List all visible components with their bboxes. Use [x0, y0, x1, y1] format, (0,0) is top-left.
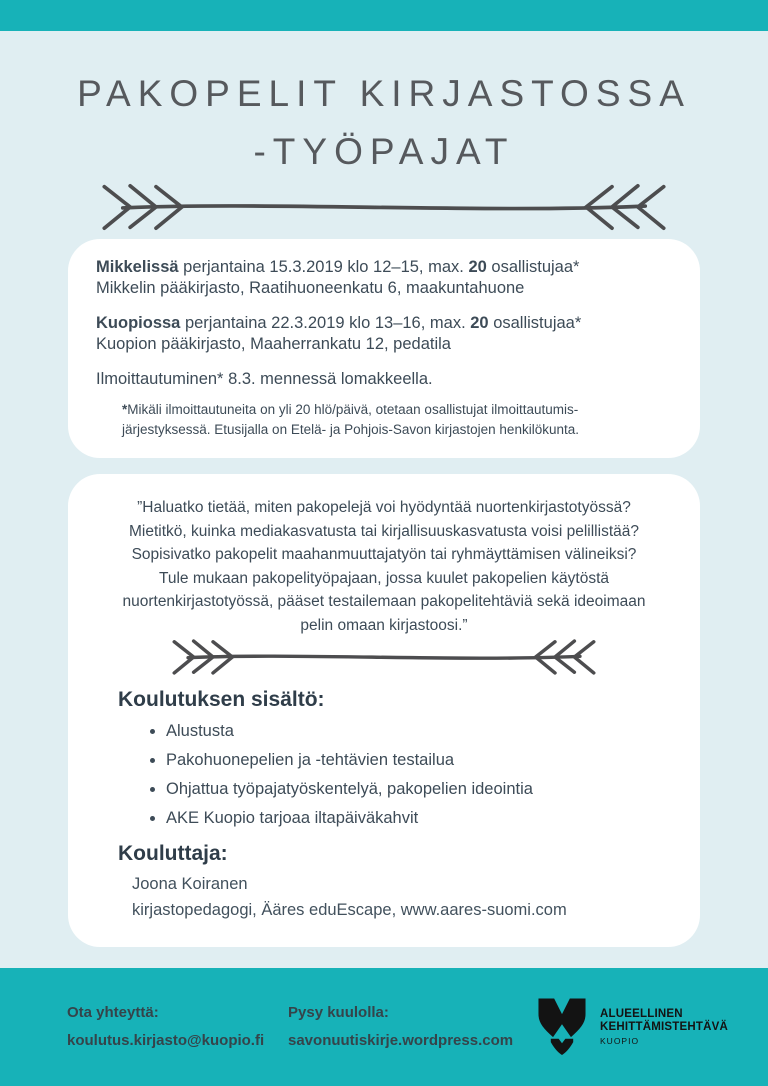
owl-m-logo-icon	[534, 997, 590, 1057]
session-when: perjantaina 22.3.2019 klo 13–16, max.	[184, 314, 466, 332]
session-headline	[96, 257, 672, 278]
poster-title	[0, 65, 768, 181]
poster-title-line2: -TYÖPAJAT	[253, 131, 515, 172]
contact-email: koulutus.kirjasto@kuopio.fi	[67, 1032, 265, 1049]
session-max: 20	[468, 258, 487, 276]
quote-line: pelin omaan kirjastoosi.”	[300, 616, 468, 634]
quote-line: Mietitkö, kuinka mediakasvatusta tai kirjallisuuskasvatusta voisi pelillistää?	[128, 522, 639, 540]
logo-text	[600, 1008, 728, 1047]
list-item: • Ohjattua työpajatyöskentelyä, pakopelien ideointia	[166, 779, 664, 800]
quote-line: Tule mukaan pakopelityöpajaan, jossa kuulet pakopelien käytöstä	[158, 569, 610, 587]
note-line1-text: Mikäli ilmoittautuneita on yli 20 hlö/päivä, otetaan osallistujat ilmoittautumis-	[127, 402, 579, 417]
logo-line1: ALUEELLINEN	[600, 1007, 683, 1020]
arrow-divider-icon	[164, 639, 604, 675]
quote-line: ”Haluatko tietää, miten pakopelejä voi hyödyntää nuortenkirjastotyössä?	[137, 499, 631, 516]
registration-note	[122, 400, 672, 440]
session-headline	[96, 313, 672, 334]
trainer-details: kirjastopedagogi, Ääres eduEscape, www.aares-suomi.com	[132, 901, 567, 919]
session-tail: osallistujaa*	[491, 258, 580, 276]
follow-label: Pysy kuulolla:	[288, 1004, 389, 1021]
session-mikkeli	[96, 257, 672, 299]
session-venue: Kuopion pääkirjasto, Maaherrankatu 12, pedatila	[96, 335, 451, 353]
follow-url: savonuutiskirje.wordpress.com	[288, 1032, 514, 1049]
session-kuopio	[96, 313, 672, 355]
logo-line3: KUOPIO	[600, 1035, 640, 1046]
footer	[0, 968, 768, 1086]
session-max: 20	[470, 314, 489, 332]
session-tail: osallistujaa*	[493, 314, 582, 332]
list-item: • AKE Kuopio tarjoaa iltapäiväkahvit	[166, 808, 664, 829]
event-details-card	[68, 239, 700, 458]
session-venue: Mikkelin pääkirjasto, Raatihuoneenkatu 6, maakuntahuone	[96, 279, 525, 297]
note-line1	[122, 400, 672, 420]
quote-line: Sopisivatko pakopelit maahanmuuttajatyön tai ryhmäyttämisen välineiksi?	[131, 546, 637, 563]
session-city: Mikkelissä	[96, 258, 179, 276]
workshop-info-card	[68, 474, 700, 947]
note-asterisk: *	[122, 402, 128, 417]
trainer-name: Joona Koiranen	[132, 875, 248, 893]
footer-contact	[67, 999, 288, 1055]
trainer-section-heading: Kouluttaja:	[118, 842, 228, 865]
arrow-divider-icon	[69, 183, 699, 231]
poster-title-line1: PAKOPELIT KIRJASTOSSA	[77, 73, 691, 114]
list-item: • Pakohuonepelien ja -tehtävien testailua	[166, 750, 664, 771]
registration-info: Ilmoittautuminen* 8.3. mennessä lomakkeella.	[96, 370, 433, 388]
quote-line: nuortenkirjastotyössä, pääset testailemaan pakopelitehtäviä sekä ideoimaan	[122, 593, 646, 610]
logo-line2: KEHITTÄMISTEHTÄVÄ	[600, 1021, 728, 1033]
content-bullet-list	[104, 721, 664, 829]
ake-kuopio-logo	[534, 997, 728, 1057]
content-section-heading: Koulutuksen sisältö:	[118, 688, 325, 711]
list-item: • Alustusta	[166, 721, 664, 742]
note-line2: järjestyksessä. Etusijalla on Etelä- ja Pohjois-Savon kirjastojen henkilökunta.	[122, 422, 579, 437]
contact-label: Ota yhteyttä:	[67, 1004, 159, 1021]
footer-follow	[288, 999, 534, 1055]
workshop-quote	[104, 496, 664, 637]
session-city: Kuopiossa	[96, 314, 181, 332]
top-teal-band	[0, 0, 768, 31]
session-when: perjantaina 15.3.2019 klo 12–15, max.	[183, 258, 464, 276]
